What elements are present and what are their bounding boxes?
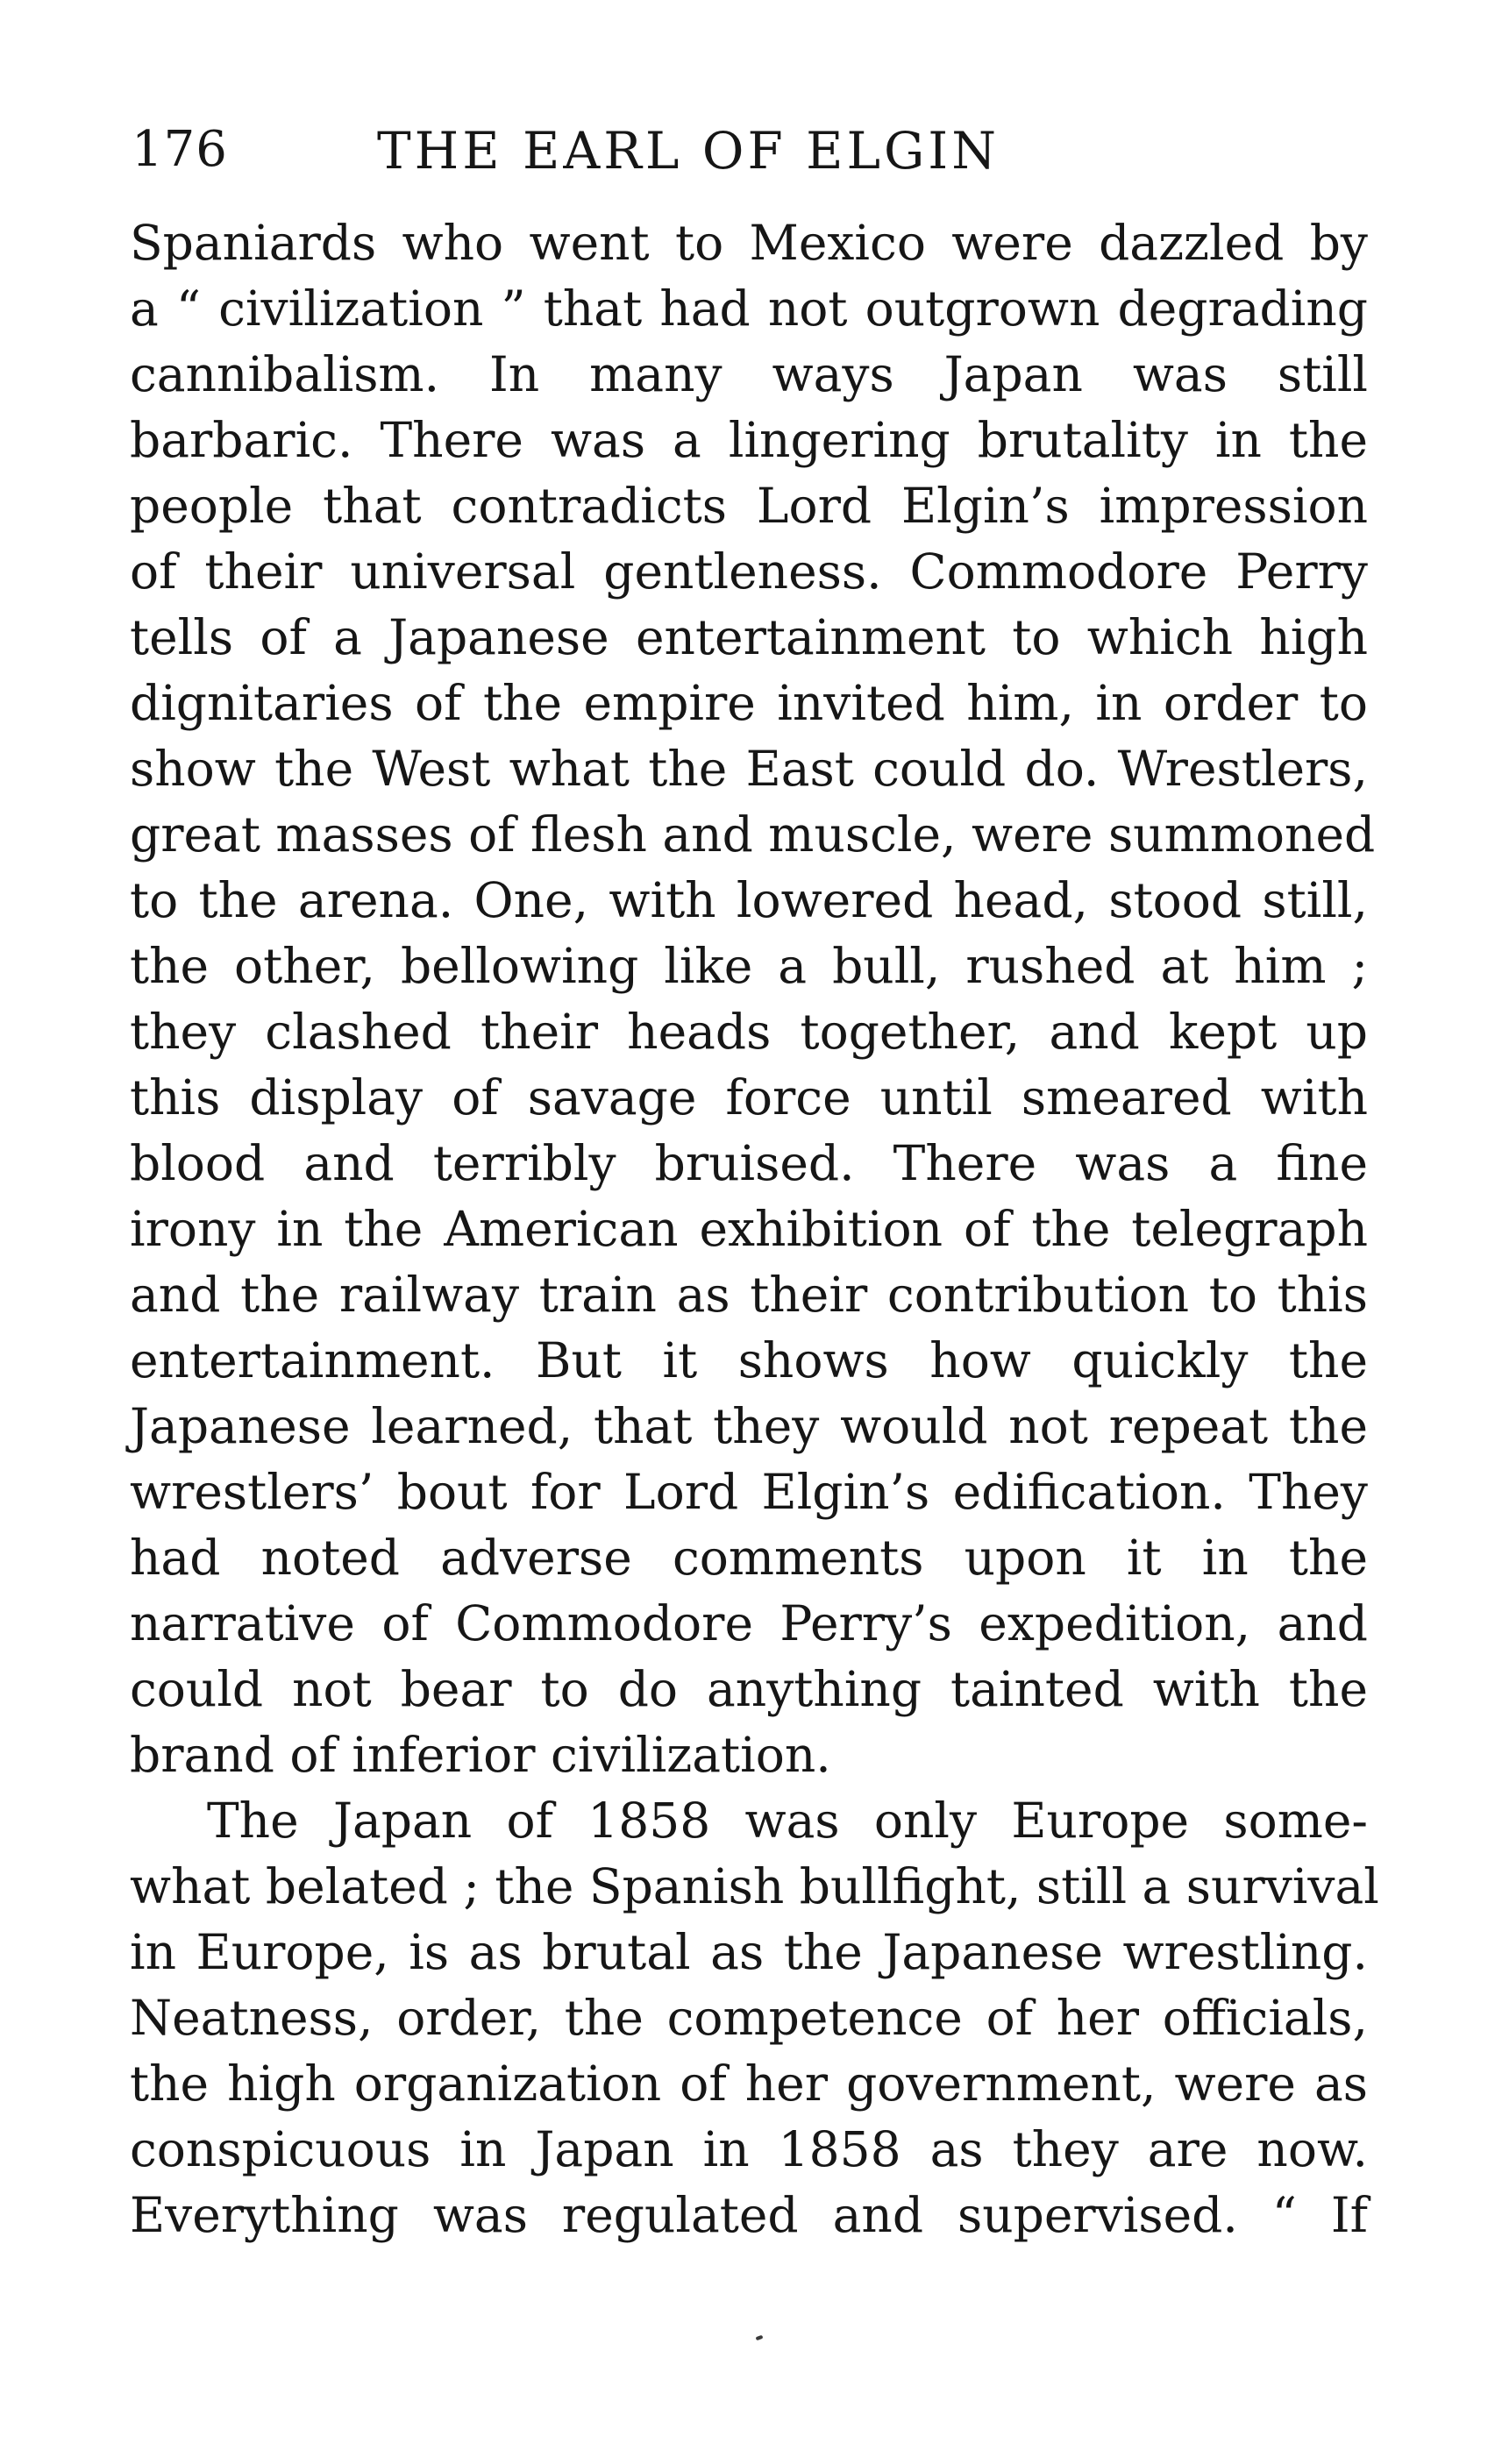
text-line: dignitaries of the empire invited him, in order to [130, 675, 1368, 731]
text-line: this display of savage force until smeared with [130, 1069, 1368, 1125]
text-line: and the railway train as their contribution to this [130, 1267, 1368, 1323]
text-line: a “ civilization ” that had not outgrown degrading [130, 280, 1368, 337]
running-head: THE EARL OF ELGIN [377, 121, 1000, 181]
text-line: to the arena. One, with lowered head, stood still, [130, 872, 1368, 928]
text-line: could not bear to do anything tainted with the [130, 1661, 1368, 1717]
text-line: irony in the American exhibition of the telegraph [130, 1201, 1368, 1257]
page-header [132, 121, 1359, 191]
text-line: in Europe, is as brutal as the Japanese wrestling. [130, 1924, 1368, 1980]
text-line: wrestlers’ bout for Lord Elgin’s edification. They [130, 1464, 1368, 1520]
text-line: tells of a Japanese entertainment to which high [130, 609, 1368, 665]
text-line: show the West what the East could do. Wrestlers, [130, 741, 1368, 797]
text-line: Neatness, order, the competence of her officials, [130, 1990, 1368, 2046]
text-line: Japanese learned, that they would not repeat the [130, 1398, 1368, 1454]
paragraph-end-line: brand of inferior civilization. [130, 1727, 831, 1783]
text-line: cannibalism. In many ways Japan was still [130, 346, 1368, 402]
ink-speck [756, 2335, 764, 2340]
text-line: conspicuous in Japan in 1858 as they are now. [130, 2121, 1368, 2177]
text-line: the high organization of her government, were as [130, 2056, 1368, 2112]
text-line: they clashed their heads together, and kept up [130, 1004, 1368, 1060]
body-text [130, 210, 1379, 2248]
text-line: Spaniards who went to Mexico were dazzled by [130, 215, 1368, 271]
text-line: blood and terribly bruised. There was a fine [130, 1135, 1368, 1191]
text-line: had noted adverse comments upon it in the [130, 1530, 1368, 1586]
text-line: the other, bellowing like a bull, rushed at him ; [130, 938, 1368, 994]
text-line: great masses of flesh and muscle, were summoned [130, 806, 1376, 863]
text-line: people that contradicts Lord Elgin’s impression [130, 478, 1368, 534]
text-line: entertainment. But it shows how quickly the [130, 1332, 1368, 1388]
text-line: narrative of Commodore Perry’s expedition, and [130, 1595, 1368, 1651]
page-number: 176 [132, 121, 228, 178]
text-line: Everything was regulated and supervised. “ If [130, 2187, 1368, 2243]
paragraph-start-line: The Japan of 1858 was only Europe some- [207, 1793, 1368, 1849]
text-line: of their universal gentleness. Commodore Perry [130, 543, 1368, 600]
text-line: what belated ; the Spanish bullfight, still a survival [130, 1858, 1379, 1914]
text-line: barbaric. There was a lingering brutality in the [130, 412, 1368, 468]
